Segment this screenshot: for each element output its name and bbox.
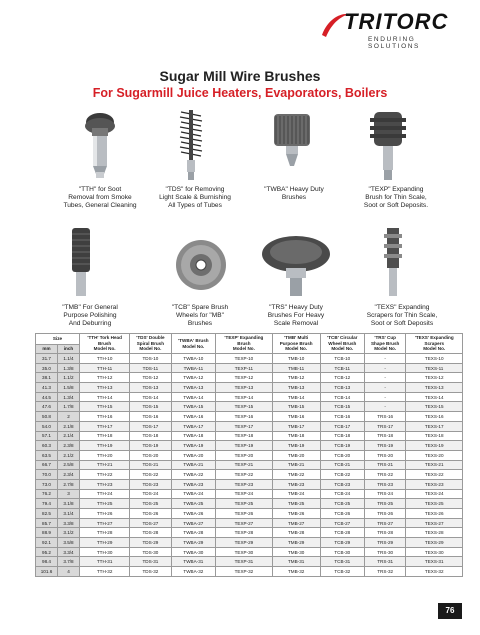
model-cell: TCB-20 bbox=[320, 450, 364, 460]
table-row bbox=[36, 441, 463, 451]
size-inch-cell: 4 bbox=[58, 567, 80, 577]
model-cell: TRS-27 bbox=[364, 518, 406, 528]
size-mm-cell: 66.7 bbox=[36, 460, 58, 470]
model-cell: TEXP-29 bbox=[216, 538, 273, 548]
size-inch-cell: 1.1/2 bbox=[58, 373, 80, 383]
model-cell: TDS-11 bbox=[130, 363, 171, 373]
size-mm-cell: 60.3 bbox=[36, 441, 58, 451]
model-cell: - bbox=[364, 354, 406, 364]
table-row bbox=[36, 547, 463, 557]
texs-brush-image bbox=[384, 226, 402, 298]
model-cell: TWBA-27 bbox=[171, 518, 216, 528]
model-cell: TCB-30 bbox=[320, 547, 364, 557]
model-cell: TMB-16 bbox=[272, 412, 320, 422]
size-inch-cell: 3.5/8 bbox=[58, 538, 80, 548]
model-cell: TMB-31 bbox=[272, 557, 320, 567]
model-cell: TTH-30 bbox=[80, 547, 130, 557]
model-cell: TMB-14 bbox=[272, 392, 320, 402]
model-cell: TMB-23 bbox=[272, 479, 320, 489]
tds-caption: "TDS" for Removing Light Scale & Burnishing All Types of Tubes bbox=[159, 186, 231, 209]
model-cell: TTH-24 bbox=[80, 489, 130, 499]
model-cell: TCB-16 bbox=[320, 412, 364, 422]
table-row bbox=[36, 557, 463, 567]
model-cell: TRS-23 bbox=[364, 479, 406, 489]
model-cell: TMB-20 bbox=[272, 450, 320, 460]
table-header-row bbox=[36, 334, 463, 345]
model-cell: TMB-11 bbox=[272, 363, 320, 373]
size-inch-cell: 3.1/4 bbox=[58, 509, 80, 519]
size-mm-cell: 101.6 bbox=[36, 567, 58, 577]
model-cell: TMB-22 bbox=[272, 470, 320, 480]
model-cell: TRS-17 bbox=[364, 421, 406, 431]
size-mm-cell: 70.0 bbox=[36, 470, 58, 480]
table-row bbox=[36, 354, 463, 364]
model-cell: TWBA-19 bbox=[171, 441, 216, 451]
model-cell: TCB-23 bbox=[320, 479, 364, 489]
model-cell: TEXP-22 bbox=[216, 470, 273, 480]
size-mm-cell: 44.5 bbox=[36, 392, 58, 402]
model-cell: TCB-22 bbox=[320, 470, 364, 480]
size-mm-cell: 35.0 bbox=[36, 363, 58, 373]
model-cell: TEXS-11 bbox=[406, 363, 463, 373]
model-cell: TWBA-10 bbox=[171, 354, 216, 364]
model-cell: TWBA-29 bbox=[171, 538, 216, 548]
size-mm-cell: 57.1 bbox=[36, 431, 58, 441]
model-cell: TMB-21 bbox=[272, 460, 320, 470]
model-cell: - bbox=[364, 402, 406, 412]
model-cell: TDS-22 bbox=[130, 470, 171, 480]
model-cell: TTH-28 bbox=[80, 528, 130, 538]
model-cell: TTH-29 bbox=[80, 538, 130, 548]
model-cell: TRS-29 bbox=[364, 538, 406, 548]
tmb-brush-image bbox=[70, 226, 92, 298]
model-cell: TMB-24 bbox=[272, 489, 320, 499]
table-row bbox=[36, 450, 463, 460]
twba-caption: "TWBA" Heavy Duty Brushes bbox=[264, 186, 324, 201]
model-cell: TCB-28 bbox=[320, 528, 364, 538]
model-cell: TMB-28 bbox=[272, 528, 320, 538]
size-inch-cell: 1.3/4 bbox=[58, 392, 80, 402]
size-inch-cell: 1.3/8 bbox=[58, 363, 80, 373]
table-row bbox=[36, 373, 463, 383]
model-cell: TWBA-20 bbox=[171, 450, 216, 460]
size-mm-cell: 98.4 bbox=[36, 557, 58, 567]
model-cell: TWBA-30 bbox=[171, 547, 216, 557]
model-cell: TMB-29 bbox=[272, 538, 320, 548]
model-cell: TRS-20 bbox=[364, 450, 406, 460]
texs-caption: "TEXS" Expanding Scrapers for Thin Scale, Soot or Soft Deposits bbox=[366, 304, 438, 327]
model-cell: TEXP-19 bbox=[216, 441, 273, 451]
model-cell: TMB-17 bbox=[272, 421, 320, 431]
model-cell: TMB-12 bbox=[272, 373, 320, 383]
table-row bbox=[36, 499, 463, 509]
size-mm-cell: 31.7 bbox=[36, 354, 58, 364]
model-cell: TWBA-32 bbox=[171, 567, 216, 577]
model-cell: TCB-12 bbox=[320, 373, 364, 383]
model-cell: TTH-19 bbox=[80, 441, 130, 451]
model-cell: TWBA-21 bbox=[171, 460, 216, 470]
model-cell: TMB-30 bbox=[272, 547, 320, 557]
model-cell: TRS-25 bbox=[364, 499, 406, 509]
model-cell: TDS-25 bbox=[130, 499, 171, 509]
model-cell: TCB-17 bbox=[320, 421, 364, 431]
table-row bbox=[36, 567, 463, 577]
model-cell: TDS-21 bbox=[130, 460, 171, 470]
table-row bbox=[36, 518, 463, 528]
model-cell: TWBA-11 bbox=[171, 363, 216, 373]
size-inch-cell: 3 bbox=[58, 489, 80, 499]
table-row bbox=[36, 538, 463, 548]
table-row bbox=[36, 509, 463, 519]
model-cell: TCB-15 bbox=[320, 402, 364, 412]
column-header: 'TCB' Circular Wheel Brush Model No. bbox=[320, 334, 364, 354]
model-cell: TWBA-18 bbox=[171, 431, 216, 441]
model-cell: TCB-24 bbox=[320, 489, 364, 499]
trs-brush-image bbox=[258, 232, 334, 300]
model-cell: TEXS-27 bbox=[406, 518, 463, 528]
size-mm-cell: 85.7 bbox=[36, 518, 58, 528]
model-cell: TMB-10 bbox=[272, 354, 320, 364]
model-cell: TTH-14 bbox=[80, 392, 130, 402]
model-cell: TEXS-24 bbox=[406, 489, 463, 499]
inch-header: inch bbox=[58, 345, 80, 354]
table-row bbox=[36, 528, 463, 538]
table-row bbox=[36, 460, 463, 470]
model-cell: TWBA-25 bbox=[171, 499, 216, 509]
model-cell: TDS-17 bbox=[130, 421, 171, 431]
size-inch-cell: 2.1/8 bbox=[58, 421, 80, 431]
model-cell: TCB-27 bbox=[320, 518, 364, 528]
model-cell: TCB-31 bbox=[320, 557, 364, 567]
table-row bbox=[36, 392, 463, 402]
model-cell: TWBA-31 bbox=[171, 557, 216, 567]
model-cell: TWBA-26 bbox=[171, 509, 216, 519]
model-cell: TMB-18 bbox=[272, 431, 320, 441]
size-mm-cell: 41.3 bbox=[36, 383, 58, 393]
size-inch-cell: 1.7/8 bbox=[58, 402, 80, 412]
size-inch-cell: 1.1/4 bbox=[58, 354, 80, 364]
spec-table bbox=[35, 333, 463, 577]
model-cell: TCB-13 bbox=[320, 383, 364, 393]
model-cell: TEXP-18 bbox=[216, 431, 273, 441]
model-cell: TEXP-12 bbox=[216, 373, 273, 383]
model-cell: TMB-26 bbox=[272, 509, 320, 519]
model-cell: TRS-31 bbox=[364, 557, 406, 567]
column-header: 'TEXS' Expanding Scrapers Model No. bbox=[406, 334, 463, 354]
model-cell: TCB-29 bbox=[320, 538, 364, 548]
table-row bbox=[36, 421, 463, 431]
size-inch-cell: 2.5/8 bbox=[58, 460, 80, 470]
model-cell: TCB-11 bbox=[320, 363, 364, 373]
model-cell: TEXS-29 bbox=[406, 538, 463, 548]
model-cell: TTH-31 bbox=[80, 557, 130, 567]
table-row bbox=[36, 479, 463, 489]
tds-brush-image bbox=[178, 108, 204, 182]
model-cell: TTH-18 bbox=[80, 431, 130, 441]
model-cell: TRS-22 bbox=[364, 470, 406, 480]
model-cell: TRS-32 bbox=[364, 567, 406, 577]
table-row bbox=[36, 363, 463, 373]
model-cell: TEXP-24 bbox=[216, 489, 273, 499]
model-cell: TEXS-25 bbox=[406, 499, 463, 509]
model-cell: TRS-18 bbox=[364, 431, 406, 441]
model-cell: TEXS-17 bbox=[406, 421, 463, 431]
model-cell: TRS-26 bbox=[364, 509, 406, 519]
size-header: Size bbox=[36, 334, 80, 345]
model-cell: TMB-27 bbox=[272, 518, 320, 528]
size-mm-cell: 38.1 bbox=[36, 373, 58, 383]
page-title: Sugar Mill Wire Brushes bbox=[159, 68, 321, 84]
model-cell: TMB-32 bbox=[272, 567, 320, 577]
model-cell: TEXS-30 bbox=[406, 547, 463, 557]
texp-caption: "TEXP" Expanding Brush for Thin Scale, Soot or Soft Deposits. bbox=[363, 186, 429, 209]
model-cell: TWBA-13 bbox=[171, 383, 216, 393]
model-cell: TEXP-15 bbox=[216, 402, 273, 412]
size-mm-cell: 92.1 bbox=[36, 538, 58, 548]
column-header: 'TMB' Multi Purpose Brush Model No. bbox=[272, 334, 320, 354]
model-cell: TDS-16 bbox=[130, 412, 171, 422]
model-cell: TEXS-31 bbox=[406, 557, 463, 567]
model-cell: TTH-15 bbox=[80, 402, 130, 412]
table-body bbox=[36, 354, 463, 577]
model-cell: TTH-10 bbox=[80, 354, 130, 364]
model-cell: TRS-19 bbox=[364, 441, 406, 451]
size-mm-cell: 54.0 bbox=[36, 421, 58, 431]
model-cell: TEXP-26 bbox=[216, 509, 273, 519]
model-cell: TEXP-14 bbox=[216, 392, 273, 402]
model-cell: TWBA-15 bbox=[171, 402, 216, 412]
model-cell: TDS-28 bbox=[130, 528, 171, 538]
model-cell: TEXS-18 bbox=[406, 431, 463, 441]
model-cell: TWBA-24 bbox=[171, 489, 216, 499]
tth-brush-image bbox=[82, 110, 118, 180]
table-row bbox=[36, 489, 463, 499]
model-cell: TWBA-16 bbox=[171, 412, 216, 422]
model-cell: TTH-22 bbox=[80, 470, 130, 480]
size-inch-cell: 3.1/8 bbox=[58, 499, 80, 509]
model-cell: TDS-15 bbox=[130, 402, 171, 412]
column-header: 'TRS' Cup Shape Brush Model No. bbox=[364, 334, 406, 354]
size-inch-cell: 3.7/8 bbox=[58, 557, 80, 567]
size-mm-cell: 95.2 bbox=[36, 547, 58, 557]
model-cell: TWBA-22 bbox=[171, 470, 216, 480]
model-cell: TCB-10 bbox=[320, 354, 364, 364]
model-cell: TDS-18 bbox=[130, 431, 171, 441]
model-cell: TMB-25 bbox=[272, 499, 320, 509]
trs-caption: "TRS" Heavy Duty Brushes For Heavy Scale Removal bbox=[267, 304, 325, 327]
model-cell: TTH-20 bbox=[80, 450, 130, 460]
model-cell: TRS-16 bbox=[364, 412, 406, 422]
brand-name: TRITORC bbox=[344, 9, 449, 34]
size-mm-cell: 73.0 bbox=[36, 479, 58, 489]
model-cell: TEXP-28 bbox=[216, 528, 273, 538]
model-cell: TEXP-30 bbox=[216, 547, 273, 557]
model-cell: TDS-10 bbox=[130, 354, 171, 364]
model-cell: TTH-23 bbox=[80, 479, 130, 489]
model-cell: TWBA-28 bbox=[171, 528, 216, 538]
table-row bbox=[36, 402, 463, 412]
page-number: 76 bbox=[438, 603, 462, 619]
model-cell: TEXP-21 bbox=[216, 460, 273, 470]
model-cell: TTH-21 bbox=[80, 460, 130, 470]
model-cell: TCB-14 bbox=[320, 392, 364, 402]
model-cell: TTH-16 bbox=[80, 412, 130, 422]
model-cell: TEXS-16 bbox=[406, 412, 463, 422]
model-cell: TRS-28 bbox=[364, 528, 406, 538]
model-cell: TEXS-22 bbox=[406, 470, 463, 480]
table-row bbox=[36, 412, 463, 422]
model-cell: - bbox=[364, 383, 406, 393]
column-header: 'TDS' Double Spiral Brush Model No. bbox=[130, 334, 171, 354]
model-cell: TEXS-15 bbox=[406, 402, 463, 412]
model-cell: TEXS-10 bbox=[406, 354, 463, 364]
model-cell: TEXP-31 bbox=[216, 557, 273, 567]
model-cell: TEXP-25 bbox=[216, 499, 273, 509]
model-cell: TDS-30 bbox=[130, 547, 171, 557]
model-cell: TWBA-17 bbox=[171, 421, 216, 431]
model-cell: TEXS-12 bbox=[406, 373, 463, 383]
tth-caption: "TTH" for Soot Removal from Smoke Tubes, General Cleaning bbox=[63, 186, 137, 209]
model-cell: TEXP-13 bbox=[216, 383, 273, 393]
model-cell: TEXS-19 bbox=[406, 441, 463, 451]
model-cell: TDS-20 bbox=[130, 450, 171, 460]
model-cell: - bbox=[364, 373, 406, 383]
size-mm-cell: 88.9 bbox=[36, 528, 58, 538]
mm-header: mm bbox=[36, 345, 58, 354]
model-cell: TEXS-13 bbox=[406, 383, 463, 393]
model-cell: TEXS-21 bbox=[406, 460, 463, 470]
model-cell: TDS-13 bbox=[130, 383, 171, 393]
model-cell: TCB-25 bbox=[320, 499, 364, 509]
model-cell: TEXS-23 bbox=[406, 479, 463, 489]
model-cell: TEXP-32 bbox=[216, 567, 273, 577]
model-cell: TCB-18 bbox=[320, 431, 364, 441]
model-cell: TMB-13 bbox=[272, 383, 320, 393]
size-inch-cell: 3.3/4 bbox=[58, 547, 80, 557]
twba-brush-image bbox=[270, 110, 314, 172]
model-cell: TDS-12 bbox=[130, 373, 171, 383]
tmb-caption: "TMB" For General Purpose Polishing And Deburring bbox=[62, 304, 118, 327]
model-cell: TRS-30 bbox=[364, 547, 406, 557]
table-row bbox=[36, 431, 463, 441]
size-mm-cell: 79.4 bbox=[36, 499, 58, 509]
size-inch-cell: 3.1/2 bbox=[58, 528, 80, 538]
page-subtitle: For Sugarmill Juice Heaters, Evaporators, Boilers bbox=[92, 86, 388, 100]
model-cell: TCB-32 bbox=[320, 567, 364, 577]
model-cell: TTH-32 bbox=[80, 567, 130, 577]
size-inch-cell: 2.3/8 bbox=[58, 441, 80, 451]
model-cell: TTH-25 bbox=[80, 499, 130, 509]
model-cell: TWBA-23 bbox=[171, 479, 216, 489]
size-mm-cell: 63.5 bbox=[36, 450, 58, 460]
model-cell: TDS-27 bbox=[130, 518, 171, 528]
size-mm-cell: 50.8 bbox=[36, 412, 58, 422]
model-cell: - bbox=[364, 363, 406, 373]
model-cell: TEXP-10 bbox=[216, 354, 273, 364]
model-cell: TMB-15 bbox=[272, 402, 320, 412]
model-cell: TTH-13 bbox=[80, 383, 130, 393]
model-cell: TDS-24 bbox=[130, 489, 171, 499]
model-cell: - bbox=[364, 392, 406, 402]
model-cell: TEXP-23 bbox=[216, 479, 273, 489]
texp-brush-image bbox=[368, 108, 408, 184]
brand-logo bbox=[320, 9, 470, 50]
size-inch-cell: 2.3/4 bbox=[58, 470, 80, 480]
size-inch-cell: 2.7/8 bbox=[58, 479, 80, 489]
column-header: 'TTH' Tork Head Brush Model No. bbox=[80, 334, 130, 354]
model-cell: TEXS-20 bbox=[406, 450, 463, 460]
column-header: 'TWBA' Brush Model No. bbox=[171, 334, 216, 354]
table-row bbox=[36, 383, 463, 393]
model-cell: TDS-29 bbox=[130, 538, 171, 548]
model-cell: TEXS-14 bbox=[406, 392, 463, 402]
model-cell: TDS-14 bbox=[130, 392, 171, 402]
model-cell: TEXS-32 bbox=[406, 567, 463, 577]
model-cell: TEXS-26 bbox=[406, 509, 463, 519]
size-inch-cell: 1.5/8 bbox=[58, 383, 80, 393]
model-cell: TEXP-16 bbox=[216, 412, 273, 422]
model-cell: TRS-21 bbox=[364, 460, 406, 470]
model-cell: TDS-26 bbox=[130, 509, 171, 519]
model-cell: TMB-19 bbox=[272, 441, 320, 451]
model-cell: TEXP-11 bbox=[216, 363, 273, 373]
model-cell: TCB-19 bbox=[320, 441, 364, 451]
size-inch-cell: 2 bbox=[58, 412, 80, 422]
model-cell: TTH-11 bbox=[80, 363, 130, 373]
model-cell: TCB-26 bbox=[320, 509, 364, 519]
model-cell: TWBA-12 bbox=[171, 373, 216, 383]
model-cell: TEXS-28 bbox=[406, 528, 463, 538]
brand-tagline: ENDURING SOLUTIONS bbox=[368, 36, 420, 50]
model-cell: TTH-27 bbox=[80, 518, 130, 528]
model-cell: TEXP-17 bbox=[216, 421, 273, 431]
model-cell: TCB-21 bbox=[320, 460, 364, 470]
model-cell: TEXP-20 bbox=[216, 450, 273, 460]
size-mm-cell: 82.5 bbox=[36, 509, 58, 519]
size-inch-cell: 3.3/8 bbox=[58, 518, 80, 528]
model-cell: TDS-23 bbox=[130, 479, 171, 489]
tcb-brush-image bbox=[172, 238, 230, 292]
model-cell: TDS-19 bbox=[130, 441, 171, 451]
size-mm-cell: 76.2 bbox=[36, 489, 58, 499]
model-cell: TWBA-14 bbox=[171, 392, 216, 402]
size-inch-cell: 2.1/2 bbox=[58, 450, 80, 460]
tcb-caption: "TCB" Spare Brush Wheels for "MB" Brushes bbox=[171, 304, 229, 327]
model-cell: TTH-26 bbox=[80, 509, 130, 519]
size-mm-cell: 47.6 bbox=[36, 402, 58, 412]
model-cell: TEXP-27 bbox=[216, 518, 273, 528]
size-inch-cell: 2.1/4 bbox=[58, 431, 80, 441]
table-row bbox=[36, 470, 463, 480]
model-cell: TDS-32 bbox=[130, 567, 171, 577]
model-cell: TDS-31 bbox=[130, 557, 171, 567]
column-header: 'TEXP' Expanding Brush Model No. bbox=[216, 334, 273, 354]
model-cell: TTH-17 bbox=[80, 421, 130, 431]
model-cell: TTH-12 bbox=[80, 373, 130, 383]
model-cell: TRS-24 bbox=[364, 489, 406, 499]
